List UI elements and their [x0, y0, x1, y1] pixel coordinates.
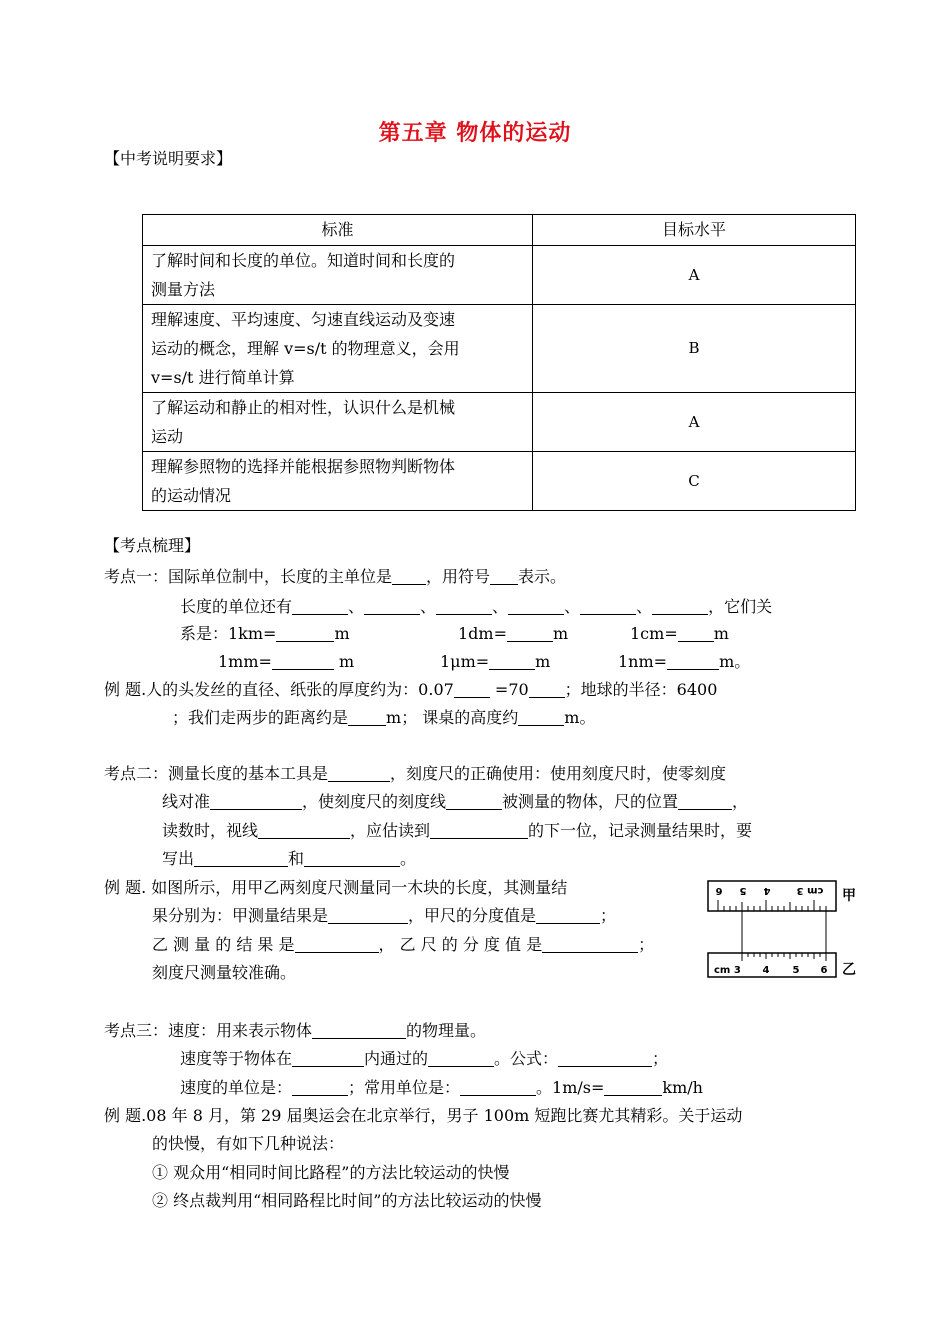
- answer-blank[interactable]: [258, 822, 350, 839]
- point3-line3: 速度的单位是： ；常用单位是： 。1m/s= km/h: [180, 1078, 703, 1097]
- point2-example-line1: 例 题. 如图所示，用甲乙两刻度尺测量同一木块的长度，其测量结: [104, 878, 568, 897]
- answer-blank[interactable]: [667, 653, 719, 670]
- ruler-jia-tick-label: cm 3: [796, 885, 824, 896]
- answer-blank[interactable]: [604, 1079, 662, 1096]
- answer-blank[interactable]: [392, 568, 426, 585]
- point3-option-2: ② 终点裁判用“相同路程比时间”的方法比较运动的快慢: [152, 1191, 542, 1210]
- table-row: [143, 305, 856, 393]
- ruler-jia-tick-label: 5: [739, 885, 747, 896]
- cell-line: 理解速度、平均速度、匀速直线运动及变速: [151, 310, 456, 329]
- answer-blank[interactable]: [328, 765, 390, 782]
- ruler-yi-tick-label: cm 3: [714, 965, 741, 976]
- point2-example-line3: 乙 测 量 的 结 果 是 ， 乙 尺 的 分 度 值 是 ；: [152, 935, 655, 954]
- answer-blank[interactable]: [507, 625, 553, 642]
- ruler-jia-tick-label: 6: [715, 885, 723, 896]
- ruler-jia-label: 甲: [842, 888, 856, 904]
- answer-blank[interactable]: [460, 1079, 536, 1096]
- point3-example-line2: 的快慢，有如下几种说法：: [152, 1134, 345, 1153]
- answer-blank[interactable]: [272, 653, 334, 670]
- point1-line3c: 1cm= m: [630, 624, 729, 643]
- level-cell: B: [533, 305, 856, 393]
- answer-blank[interactable]: [580, 598, 636, 615]
- point2-line2: 线对准 ，使刻度尺的刻度线 被测量的物体，尺的位置 ，: [162, 792, 749, 811]
- cell-line: 测量方法: [151, 280, 216, 299]
- point2-line1: 考点二：测量长度的基本工具是 ，刻度尺的正确使用：使用刻度尺时，使零刻度: [104, 764, 727, 783]
- answer-blank[interactable]: [490, 568, 518, 585]
- cell-line: 运动的概念，理解 v=s/t 的物理意义，会用: [151, 339, 460, 358]
- answer-blank[interactable]: [292, 598, 348, 615]
- answer-blank[interactable]: [536, 907, 600, 924]
- answer-blank[interactable]: [312, 1022, 406, 1039]
- answer-blank[interactable]: [348, 709, 386, 726]
- answer-blank[interactable]: [436, 598, 492, 615]
- point1-example-line1: 例 题.人的头发丝的直径、纸张的厚度约为：0.07 =70 ；地球的半径：6400: [104, 680, 718, 699]
- cell-line: 理解参照物的选择并能根据参照物判断物体: [151, 457, 456, 476]
- table-row: [143, 246, 856, 305]
- answer-blank[interactable]: [295, 936, 379, 953]
- column-header-level: 目标水平: [533, 215, 856, 246]
- answer-blank[interactable]: [558, 1050, 652, 1067]
- ruler-yi-tick-label: 6: [820, 965, 828, 976]
- point2-line4: 写出 和 。: [162, 849, 417, 868]
- answer-blank[interactable]: [508, 598, 564, 615]
- page-title: 第五章 物体的运动: [378, 121, 572, 146]
- level-cell: A: [533, 246, 856, 305]
- point1-line2: 长度的单位还有 、 、 、 、 、 ，它们关: [180, 597, 773, 616]
- answer-blank[interactable]: [529, 681, 565, 698]
- point3-line1: 考点三：速度：用来表示物体 的物理量。: [104, 1021, 487, 1040]
- section-heading-requirements: 【中考说明要求】: [104, 149, 233, 168]
- point1-line1: 考点一：国际单位制中，长度的主单位是 ，用符号 表示。: [104, 567, 567, 586]
- answer-blank[interactable]: [194, 850, 288, 867]
- level-cell: C: [533, 452, 856, 511]
- answer-blank[interactable]: [210, 793, 302, 810]
- ruler-figure: [706, 878, 862, 984]
- ruler-jia-tick-label: 4: [763, 885, 771, 896]
- standards-table: [142, 214, 856, 511]
- point1-line4c: 1nm= m。: [618, 652, 751, 671]
- answer-blank[interactable]: [292, 1079, 348, 1096]
- answer-blank[interactable]: [276, 625, 334, 642]
- answer-blank[interactable]: [542, 936, 638, 953]
- point3-example-line1: 例 题.08 年 8 月，第 29 届奥运会在北京举行，男子 100m 短跑比赛尤其精彩。关于运动: [104, 1106, 743, 1125]
- point2-line3: 读数时，视线 ，应估读到 的下一位，记录测量结果时，要: [162, 821, 753, 840]
- point1-line3: 系是：1km= m: [180, 624, 350, 643]
- ruler-yi-label: 乙: [842, 962, 856, 978]
- table-row: [143, 393, 856, 452]
- table-header-row: [143, 215, 856, 246]
- point1-line4: 1mm= m: [218, 652, 355, 671]
- point1-line3b: 1dm= m: [458, 624, 569, 643]
- answer-blank[interactable]: [652, 598, 708, 615]
- answer-blank[interactable]: [364, 598, 420, 615]
- point3-line2: 速度等于物体在 内通过的 。公式： ；: [180, 1049, 669, 1068]
- answer-blank[interactable]: [446, 793, 502, 810]
- cell-line: 了解时间和长度的单位。知道时间和长度的: [151, 251, 456, 270]
- answer-blank[interactable]: [678, 793, 732, 810]
- ruler-yi-tick-label: 5: [792, 965, 800, 976]
- column-header-standard: 标准: [143, 215, 533, 246]
- point2-example-line2: 果分别为：甲测量结果是 ，甲尺的分度值是 ；: [152, 906, 617, 925]
- cell-line: v=s/t 进行简单计算: [151, 368, 295, 387]
- point2-example-line4: 刻度尺测量较准确。: [152, 963, 297, 982]
- level-cell: A: [533, 393, 856, 452]
- cell-line: 运动: [151, 427, 184, 446]
- ruler-yi-tick-label: 4: [762, 965, 770, 976]
- answer-blank[interactable]: [489, 653, 535, 670]
- answer-blank[interactable]: [430, 822, 528, 839]
- point3-option-1: ① 观众用“相同时间比路程”的方法比较运动的快慢: [152, 1163, 510, 1182]
- answer-blank[interactable]: [304, 850, 400, 867]
- point1-example-line2: ；我们走两步的距离约是 m； 课桌的高度约 m。: [172, 708, 596, 727]
- cell-line: 的运动情况: [151, 486, 232, 505]
- cell-line: 了解运动和静止的相对性，认识什么是机械: [151, 398, 456, 417]
- answer-blank[interactable]: [328, 907, 408, 924]
- answer-blank[interactable]: [428, 1050, 494, 1067]
- answer-blank[interactable]: [292, 1050, 364, 1067]
- point1-line4b: 1μm= m: [440, 652, 551, 671]
- table-row: [143, 452, 856, 511]
- answer-blank[interactable]: [518, 709, 564, 726]
- answer-blank[interactable]: [454, 681, 490, 698]
- section-heading-points: 【考点梳理】: [104, 536, 201, 555]
- answer-blank[interactable]: [678, 625, 714, 642]
